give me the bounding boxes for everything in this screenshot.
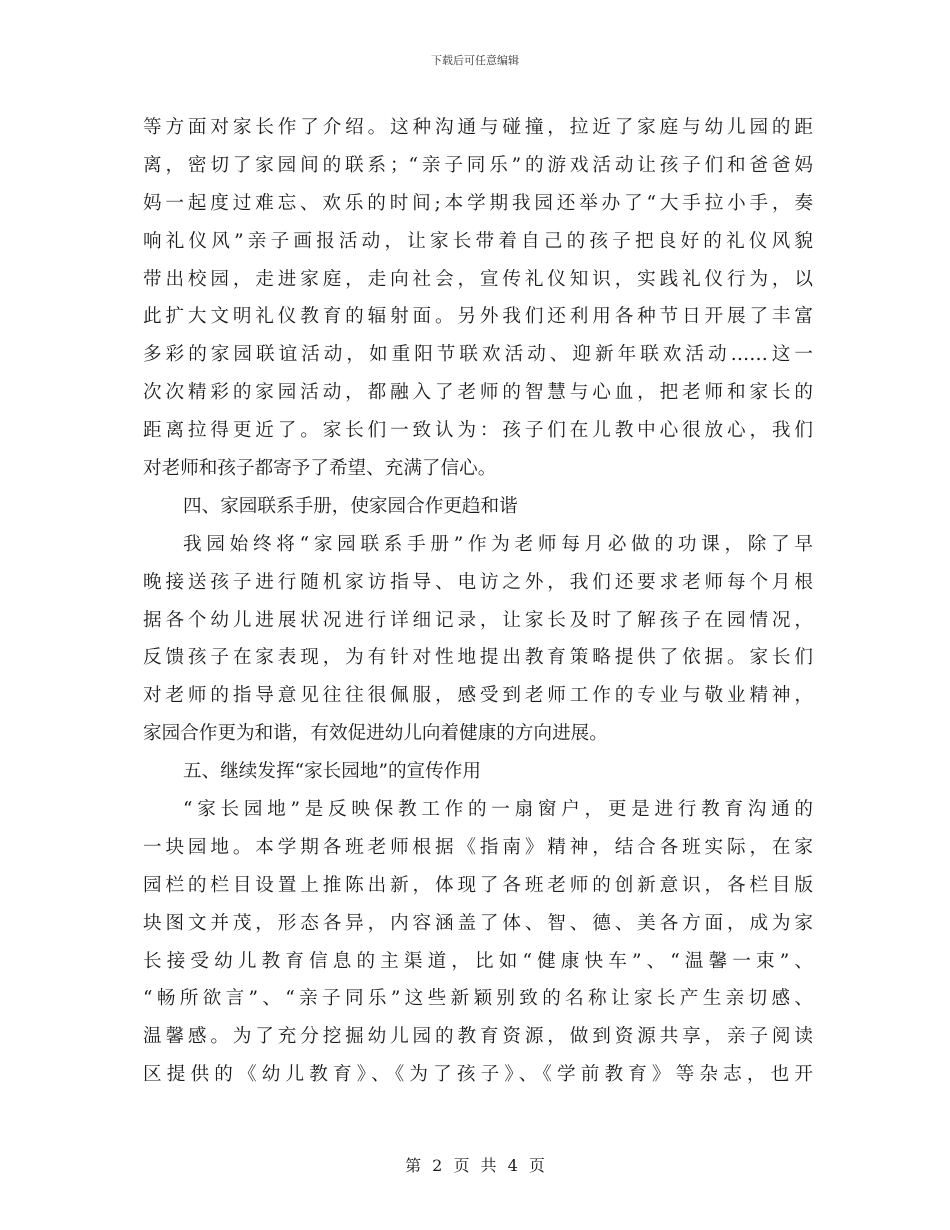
text-line: 次次精彩的家园活动，都融入了老师的智慧与心血，把老师和家长的 bbox=[143, 382, 813, 404]
section-heading-5: 五、继续发挥“家长园地”的宣传作用 bbox=[183, 761, 481, 783]
text-line: 多彩的家园联谊活动，如重阳节联欢活动、迎新年联欢活动……这一 bbox=[143, 344, 813, 366]
text-line: “家长园地”是反映保教工作的一扇窗户，更是进行教育沟通的 bbox=[183, 799, 813, 821]
text-line: 晚接送孩子进行随机家访指导、电访之外，我们还要求老师每个月根 bbox=[143, 571, 813, 593]
text-line: 家园合作更为和谐，有效促进幼儿向着健康的方向进展。 bbox=[143, 723, 608, 745]
text-line: “畅所欲言”、“亲子同乐”这些新颖别致的名称让家长产生亲切感、 bbox=[143, 988, 813, 1010]
text-line: 此扩大文明礼仪教育的辐射面。另外我们还利用各种节日开展了丰富 bbox=[143, 306, 813, 328]
section-heading-4: 四、家园联系手册，使家园合作更趋和谐 bbox=[183, 495, 518, 517]
text-line: 离，密切了家园间的联系；“亲子同乐”的游戏活动让孩子们和爸爸妈 bbox=[143, 154, 813, 176]
text-line: 反馈孩子在家表现，为有针对性地提出教育策略提供了依据。家长们 bbox=[143, 647, 813, 669]
text-line: 块图文并茂，形态各异，内容涵盖了体、智、德、美各方面，成为家 bbox=[143, 912, 813, 934]
text-line: 带出校园，走进家庭，走向社会，宣传礼仪知识，实践礼仪行为，以 bbox=[143, 268, 813, 290]
document-body bbox=[143, 109, 813, 1094]
page-number: 第 2 页 共 4 页 bbox=[405, 1156, 545, 1175]
text-line: 等方面对家长作了介绍。这种沟通与碰撞，拉近了家庭与幼儿园的距 bbox=[143, 117, 813, 138]
text-line: 一块园地。本学期各班老师根据《指南》精神，结合各班实际，在家 bbox=[143, 836, 813, 858]
text-line: 长接受幼儿教育信息的主渠道，比如“健康快车”、“温馨一束”、 bbox=[143, 950, 813, 972]
text-line: 妈一起度过难忘、欢乐的时间;本学期我园还举办了“大手拉小手，奏 bbox=[143, 192, 813, 214]
header-note: 下载后可任意编辑 bbox=[431, 54, 519, 67]
text-line: 据各个幼儿进展状况进行详细记录，让家长及时了解孩子在园情况， bbox=[143, 609, 813, 631]
text-line: 对老师的指导意见往往很佩服，感受到老师工作的专业与敬业精神， bbox=[143, 685, 813, 707]
text-line: 对老师和孩子都寄予了希望、充满了信心。 bbox=[143, 458, 497, 480]
text-line: 温馨感。为了充分挖掘幼儿园的教育资源，做到资源共享，亲子阅读 bbox=[143, 1026, 813, 1048]
text-line: 区提供的《幼儿教育》、《为了孩子》、《学前教育》等杂志，也开 bbox=[143, 1064, 813, 1086]
text-line: 响礼仪风”亲子画报活动，让家长带着自己的孩子把良好的礼仪风貌 bbox=[143, 230, 813, 252]
text-line: 距离拉得更近了。家长们一致认为：孩子们在儿教中心很放心，我们 bbox=[143, 420, 813, 442]
text-line: 园栏的栏目设置上推陈出新，体现了各班老师的创新意识，各栏目版 bbox=[143, 874, 813, 896]
text-line: 我园始终将“家园联系手册”作为老师每月必做的功课，除了早 bbox=[183, 533, 813, 555]
